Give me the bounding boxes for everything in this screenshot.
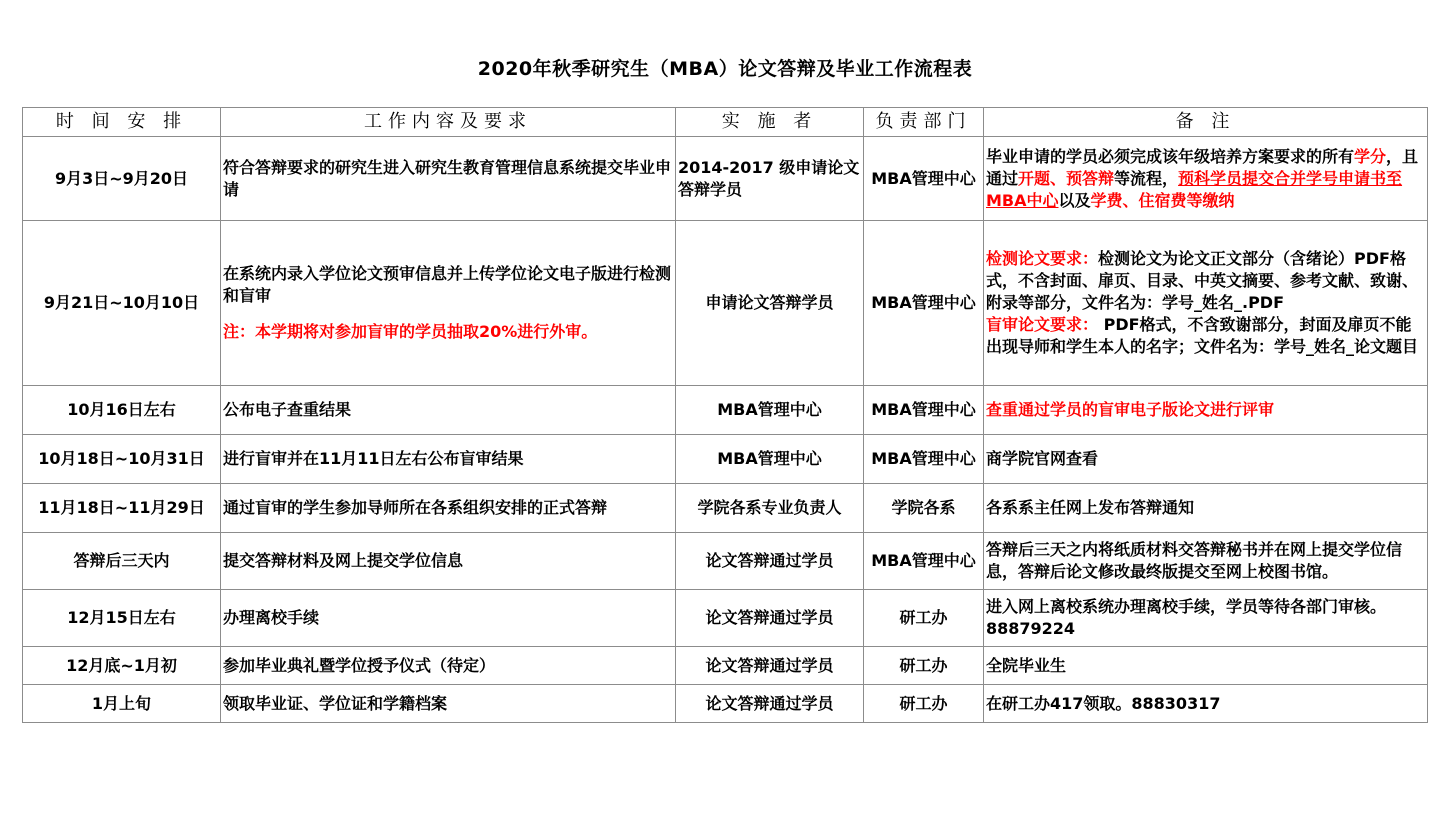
cell-content: 参加毕业典礼暨学位授予仪式（待定）: [221, 647, 676, 685]
cell-time: 9月21日~10月10日: [23, 221, 221, 386]
remark-text: 毕业申请的学员必须完成该年级培养方案要求的所有: [986, 146, 1355, 166]
cell-executor: 申请论文答辩学员: [676, 221, 864, 386]
page-title: 2020年秋季研究生（MBA）论文答辩及毕业工作流程表: [477, 58, 973, 80]
remark-text: 检测论文为论文正文部分（含绪论）PDF格式，不含封面、扉页、目录、中英文摘要、参考文献、致谢、附录等部分，文件名为：学号_姓名_.PDF: [986, 249, 1419, 312]
cell-executor: 论文答辩通过学员: [676, 533, 864, 590]
content-text: 在系统内录入学位论文预审信息并上传学位论文电子版进行检测和盲审: [223, 264, 672, 305]
cell-time: 10月18日~10月31日: [23, 435, 221, 484]
cell-remark: 查重通过学员的盲审电子版论文进行评审: [984, 386, 1428, 435]
cell-dept: MBA管理中心: [864, 221, 984, 386]
cell-content: 进行盲审并在11月11日左右公布盲审结果: [221, 435, 676, 484]
remark-label: 盲审论文要求：: [986, 315, 1099, 334]
remark-text: 以及: [1058, 190, 1091, 210]
cell-time: 9月3日~9月20日: [23, 137, 221, 221]
table-row: [23, 221, 1428, 386]
cell-remark: [984, 137, 1428, 221]
cell-executor: MBA管理中心: [676, 386, 864, 435]
table-row: [23, 590, 1428, 647]
header-remark: 备 注: [984, 108, 1428, 137]
table-row: [23, 647, 1428, 685]
cell-time: 答辩后三天内: [23, 533, 221, 590]
cell-executor: 2014-2017 级申请论文答辩学员: [676, 137, 864, 221]
remark-text: 等流程，: [1114, 168, 1179, 188]
cell-remark: [984, 221, 1428, 386]
remark-highlight: 学费、住宿费等缴纳: [1090, 190, 1235, 210]
cell-content: 通过盲审的学生参加导师所在各系组织安排的正式答辩: [221, 484, 676, 533]
cell-remark: 答辩后三天之内将纸质材料交答辩秘书并在网上提交学位信息，答辩后论文修改最终版提交至网上校图书馆。: [984, 533, 1428, 590]
cell-executor: 论文答辩通过学员: [676, 590, 864, 647]
cell-dept: MBA管理中心: [864, 435, 984, 484]
table-header-row: [23, 108, 1428, 137]
content-note: 注：本学期将对参加盲审的学员抽取20%进行外审。: [223, 322, 598, 341]
cell-content: 提交答辩材料及网上提交学位信息: [221, 533, 676, 590]
cell-dept: MBA管理中心: [864, 137, 984, 221]
table-row: [23, 386, 1428, 435]
header-dept: 负责部门: [864, 108, 984, 137]
header-executor: 实 施 者: [676, 108, 864, 137]
header-time: 时 间 安 排: [23, 108, 221, 137]
cell-executor: 论文答辩通过学员: [676, 685, 864, 723]
cell-time: 1月上旬: [23, 685, 221, 723]
cell-time: 11月18日~11月29日: [23, 484, 221, 533]
cell-time: 12月底~1月初: [23, 647, 221, 685]
cell-remark: 全院毕业生: [984, 647, 1428, 685]
remark-label: 检测论文要求：: [986, 249, 1099, 268]
cell-remark: 进入网上离校系统办理离校手续，学员等待各部门审核。88879224: [984, 590, 1428, 647]
remark-highlight: 预科学员提交合并学号申请书至MBA中心: [986, 168, 1403, 210]
cell-time: 10月16日左右: [23, 386, 221, 435]
cell-executor: MBA管理中心: [676, 435, 864, 484]
cell-content: 办理离校手续: [221, 590, 676, 647]
cell-content: 公布电子查重结果: [221, 386, 676, 435]
cell-dept: 研工办: [864, 590, 984, 647]
cell-remark: 各系系主任网上发布答辩通知: [984, 484, 1428, 533]
cell-dept: MBA管理中心: [864, 533, 984, 590]
cell-dept: MBA管理中心: [864, 386, 984, 435]
table-row: [23, 533, 1428, 590]
remark-highlight: 学分: [1354, 146, 1387, 166]
remark-text: PDF格式，不含致谢部分，封面及扉页不能出现导师和学生本人的名字；文件名为：学号_姓名_论文题目: [986, 315, 1419, 356]
cell-remark: 在研工办417领取。88830317: [984, 685, 1428, 723]
header-content: 工作内容及要求: [221, 108, 676, 137]
table-row: [23, 137, 1428, 221]
cell-dept: 研工办: [864, 647, 984, 685]
table-row: [23, 685, 1428, 723]
cell-content: [221, 221, 676, 386]
table-row: [23, 435, 1428, 484]
workflow-table: [22, 107, 1428, 723]
cell-executor: 学院各系专业负责人: [676, 484, 864, 533]
cell-dept: 研工办: [864, 685, 984, 723]
cell-time: 12月15日左右: [23, 590, 221, 647]
cell-remark: 商学院官网查看: [984, 435, 1428, 484]
cell-content: 领取毕业证、学位证和学籍档案: [221, 685, 676, 723]
cell-dept: 学院各系: [864, 484, 984, 533]
cell-executor: 论文答辩通过学员: [676, 647, 864, 685]
remark-text: ，且通过: [986, 146, 1419, 188]
table-row: [23, 484, 1428, 533]
cell-content: 符合答辩要求的研究生进入研究生教育管理信息系统提交毕业申请: [221, 137, 676, 221]
remark-highlight: 开题、预答辩: [1018, 168, 1115, 188]
